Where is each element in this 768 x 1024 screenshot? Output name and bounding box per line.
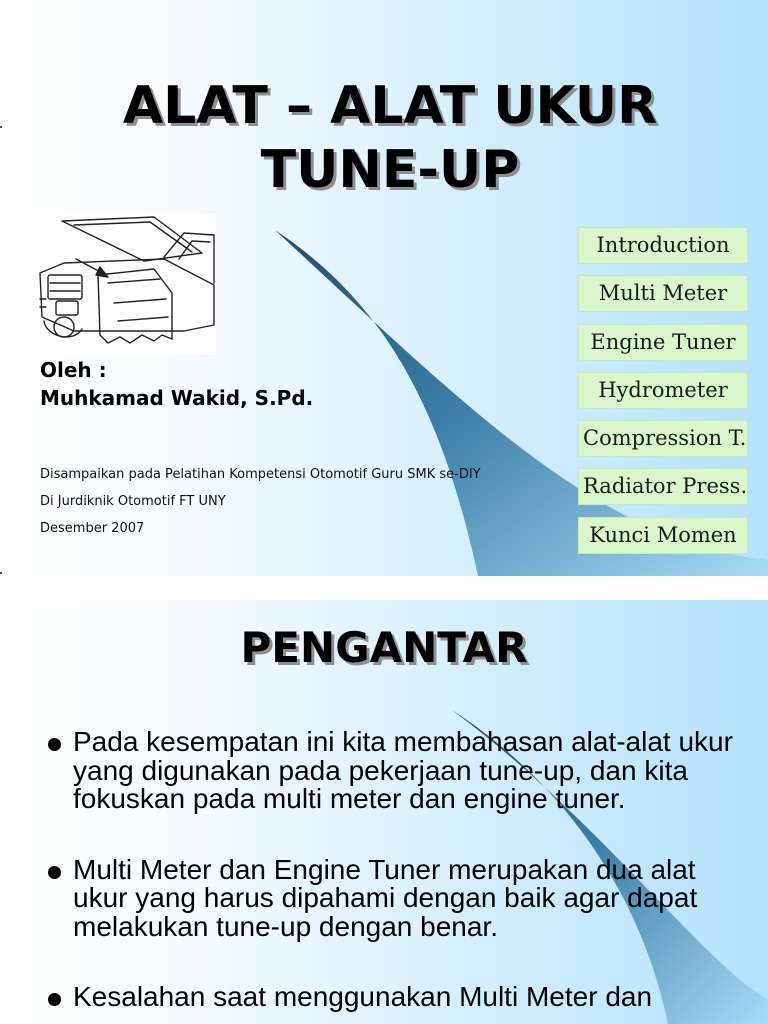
section-title: PENGANTAR bbox=[240, 623, 528, 672]
info-event: Disampaikan pada Pelatihan Kompetensi Otomotif Guru SMK se-DIY bbox=[40, 467, 481, 482]
bullet-dot-icon bbox=[48, 993, 61, 1006]
menu-button-multi-meter[interactable]: Multi Meter bbox=[578, 275, 748, 312]
bullet-dot-icon bbox=[48, 866, 61, 879]
menu-button-hydrometer[interactable]: Hydrometer bbox=[578, 372, 748, 409]
bullet-dot-icon bbox=[48, 738, 61, 751]
bullet-list bbox=[40, 728, 740, 1024]
edge-mark bbox=[0, 126, 2, 128]
author-name: Muhkamad Wakid, S.Pd. bbox=[40, 386, 314, 410]
author-label: Oleh : bbox=[40, 358, 107, 382]
list-item bbox=[40, 983, 740, 1012]
car-engine-illustration bbox=[34, 213, 216, 355]
topic-menu bbox=[578, 227, 748, 565]
menu-button-introduction[interactable]: Introduction bbox=[578, 227, 748, 264]
intro-slide bbox=[0, 600, 768, 1024]
menu-button-kunci-momen[interactable]: Kunci Momen bbox=[578, 517, 748, 554]
car-hood-open-icon bbox=[34, 213, 216, 355]
bullet-text: Kesalahan saat menggunakan Multi Meter dan bbox=[73, 981, 653, 1012]
edge-mark bbox=[0, 572, 2, 574]
slide-title-line-2: TUNE-UP bbox=[260, 140, 520, 200]
slide-separator bbox=[0, 576, 768, 600]
info-date: Desember 2007 bbox=[40, 521, 145, 536]
menu-button-radiator-pressure[interactable]: Radiator Press. bbox=[578, 468, 748, 505]
bullet-text: Multi Meter dan Engine Tuner merupakan dua alat ukur yang harus dipahami dengan baik agar dapat melakukan tune-up dengan benar. bbox=[73, 853, 698, 942]
slide-title-line-1: ALAT – ALAT UKUR bbox=[122, 76, 658, 136]
list-item bbox=[40, 728, 740, 814]
info-venue: Di Jurdiknik Otomotif FT UNY bbox=[40, 494, 226, 509]
menu-button-engine-tuner[interactable]: Engine Tuner bbox=[578, 324, 748, 361]
bullet-text: Pada kesempatan ini kita membahasan alat-alat ukur yang digunakan pada pekerjaan tune-up, dan kita fokuskan pada multi meter dan engine tuner. bbox=[73, 726, 733, 814]
menu-button-compression-tester[interactable]: Compression T. bbox=[578, 420, 748, 457]
list-item bbox=[40, 853, 740, 942]
slide-title bbox=[0, 74, 768, 202]
